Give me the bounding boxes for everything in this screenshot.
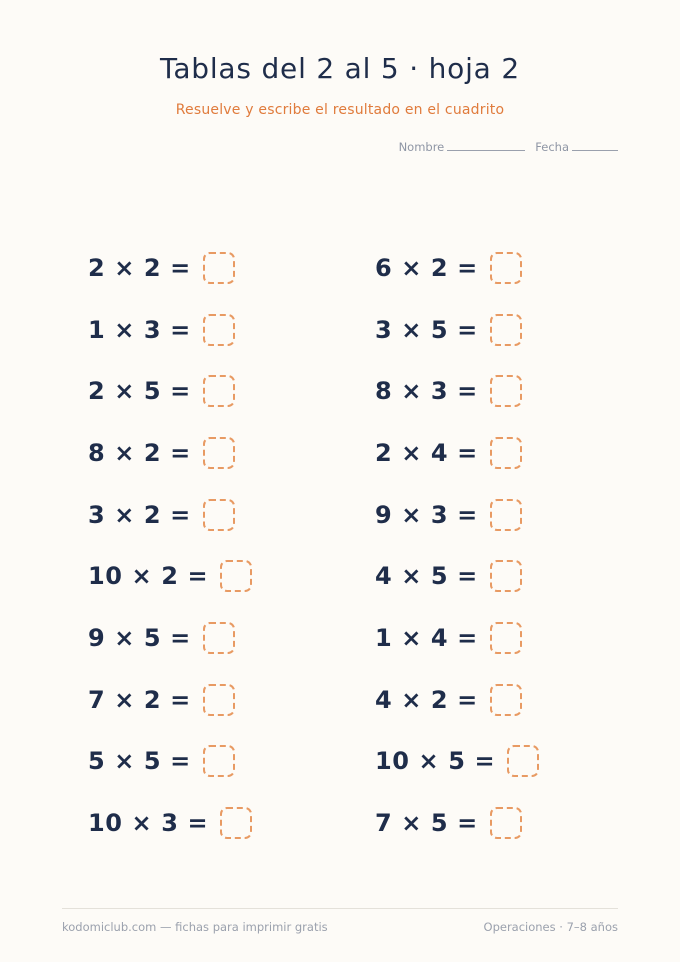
answer-box[interactable] xyxy=(490,622,522,654)
answer-box[interactable] xyxy=(203,622,235,654)
problem-row xyxy=(88,607,252,669)
problem-expression: 6 × 2 = xyxy=(375,253,478,282)
answer-box[interactable] xyxy=(203,437,235,469)
problem-expression: 4 × 2 = xyxy=(375,685,478,714)
problem-row xyxy=(88,360,252,422)
problem-row xyxy=(88,545,252,607)
left-column xyxy=(88,237,252,854)
answer-box[interactable] xyxy=(490,375,522,407)
problem-row xyxy=(88,792,252,854)
answer-box[interactable] xyxy=(220,807,252,839)
problem-row xyxy=(375,607,539,669)
answer-box[interactable] xyxy=(203,745,235,777)
problem-expression: 7 × 2 = xyxy=(88,685,191,714)
problem-expression: 10 × 2 = xyxy=(88,562,209,591)
problem-row xyxy=(88,422,252,484)
answer-box[interactable] xyxy=(203,252,235,284)
name-field[interactable] xyxy=(399,139,526,154)
problem-expression: 3 × 2 = xyxy=(88,500,191,529)
problem-row xyxy=(375,484,539,546)
problem-row xyxy=(375,669,539,731)
problem-row xyxy=(88,731,252,793)
answer-box[interactable] xyxy=(220,560,252,592)
right-column xyxy=(375,237,539,854)
problem-row xyxy=(375,237,539,299)
problem-row xyxy=(375,360,539,422)
subtitle: Resuelve y escribe el resultado en el cuadrito xyxy=(175,102,505,118)
problem-expression: 9 × 3 = xyxy=(375,500,478,529)
problem-expression: 10 × 5 = xyxy=(375,747,496,776)
problem-expression: 2 × 2 = xyxy=(88,253,191,282)
problem-row xyxy=(375,545,539,607)
problem-expression: 5 × 5 = xyxy=(88,747,191,776)
problem-expression: 8 × 3 = xyxy=(375,377,478,406)
problem-row xyxy=(375,299,539,361)
problem-row xyxy=(375,731,539,793)
problem-expression: 2 × 5 = xyxy=(88,377,191,406)
problem-row xyxy=(375,422,539,484)
answer-box[interactable] xyxy=(203,314,235,346)
answer-box[interactable] xyxy=(490,252,522,284)
problem-expression: 7 × 5 = xyxy=(375,809,478,838)
footer-divider xyxy=(62,908,618,909)
date-line xyxy=(572,139,618,151)
answer-box[interactable] xyxy=(490,499,522,531)
problem-expression: 2 × 4 = xyxy=(375,438,478,467)
problem-row xyxy=(88,669,252,731)
answer-box[interactable] xyxy=(203,499,235,531)
problem-expression: 4 × 5 = xyxy=(375,562,478,591)
problem-row xyxy=(375,792,539,854)
answer-box[interactable] xyxy=(490,437,522,469)
problem-row xyxy=(88,484,252,546)
problem-expression: 3 × 5 = xyxy=(375,315,478,344)
answer-box[interactable] xyxy=(490,807,522,839)
answer-box[interactable] xyxy=(203,684,235,716)
answer-box[interactable] xyxy=(490,684,522,716)
date-label: Fecha xyxy=(535,140,569,154)
answer-box[interactable] xyxy=(203,375,235,407)
date-field[interactable] xyxy=(535,139,618,154)
footer-site: kodomiclub.com — fichas para imprimir gratis xyxy=(62,920,328,934)
problem-expression: 10 × 3 = xyxy=(88,809,209,838)
name-label: Nombre xyxy=(398,140,445,154)
answer-box[interactable] xyxy=(507,745,539,777)
problem-expression: 8 × 2 = xyxy=(88,438,191,467)
problem-expression: 9 × 5 = xyxy=(88,623,191,652)
answer-box[interactable] xyxy=(490,560,522,592)
name-line xyxy=(447,139,525,151)
problem-row xyxy=(88,237,252,299)
name-date-fields xyxy=(399,139,618,154)
problem-expression: 1 × 4 = xyxy=(375,623,478,652)
problem-expression: 1 × 3 = xyxy=(88,315,191,344)
problem-row xyxy=(88,299,252,361)
footer-category: Operaciones · 7–8 años xyxy=(483,920,618,934)
page-title: Tablas del 2 al 5 · hoja 2 xyxy=(160,52,520,85)
answer-box[interactable] xyxy=(490,314,522,346)
